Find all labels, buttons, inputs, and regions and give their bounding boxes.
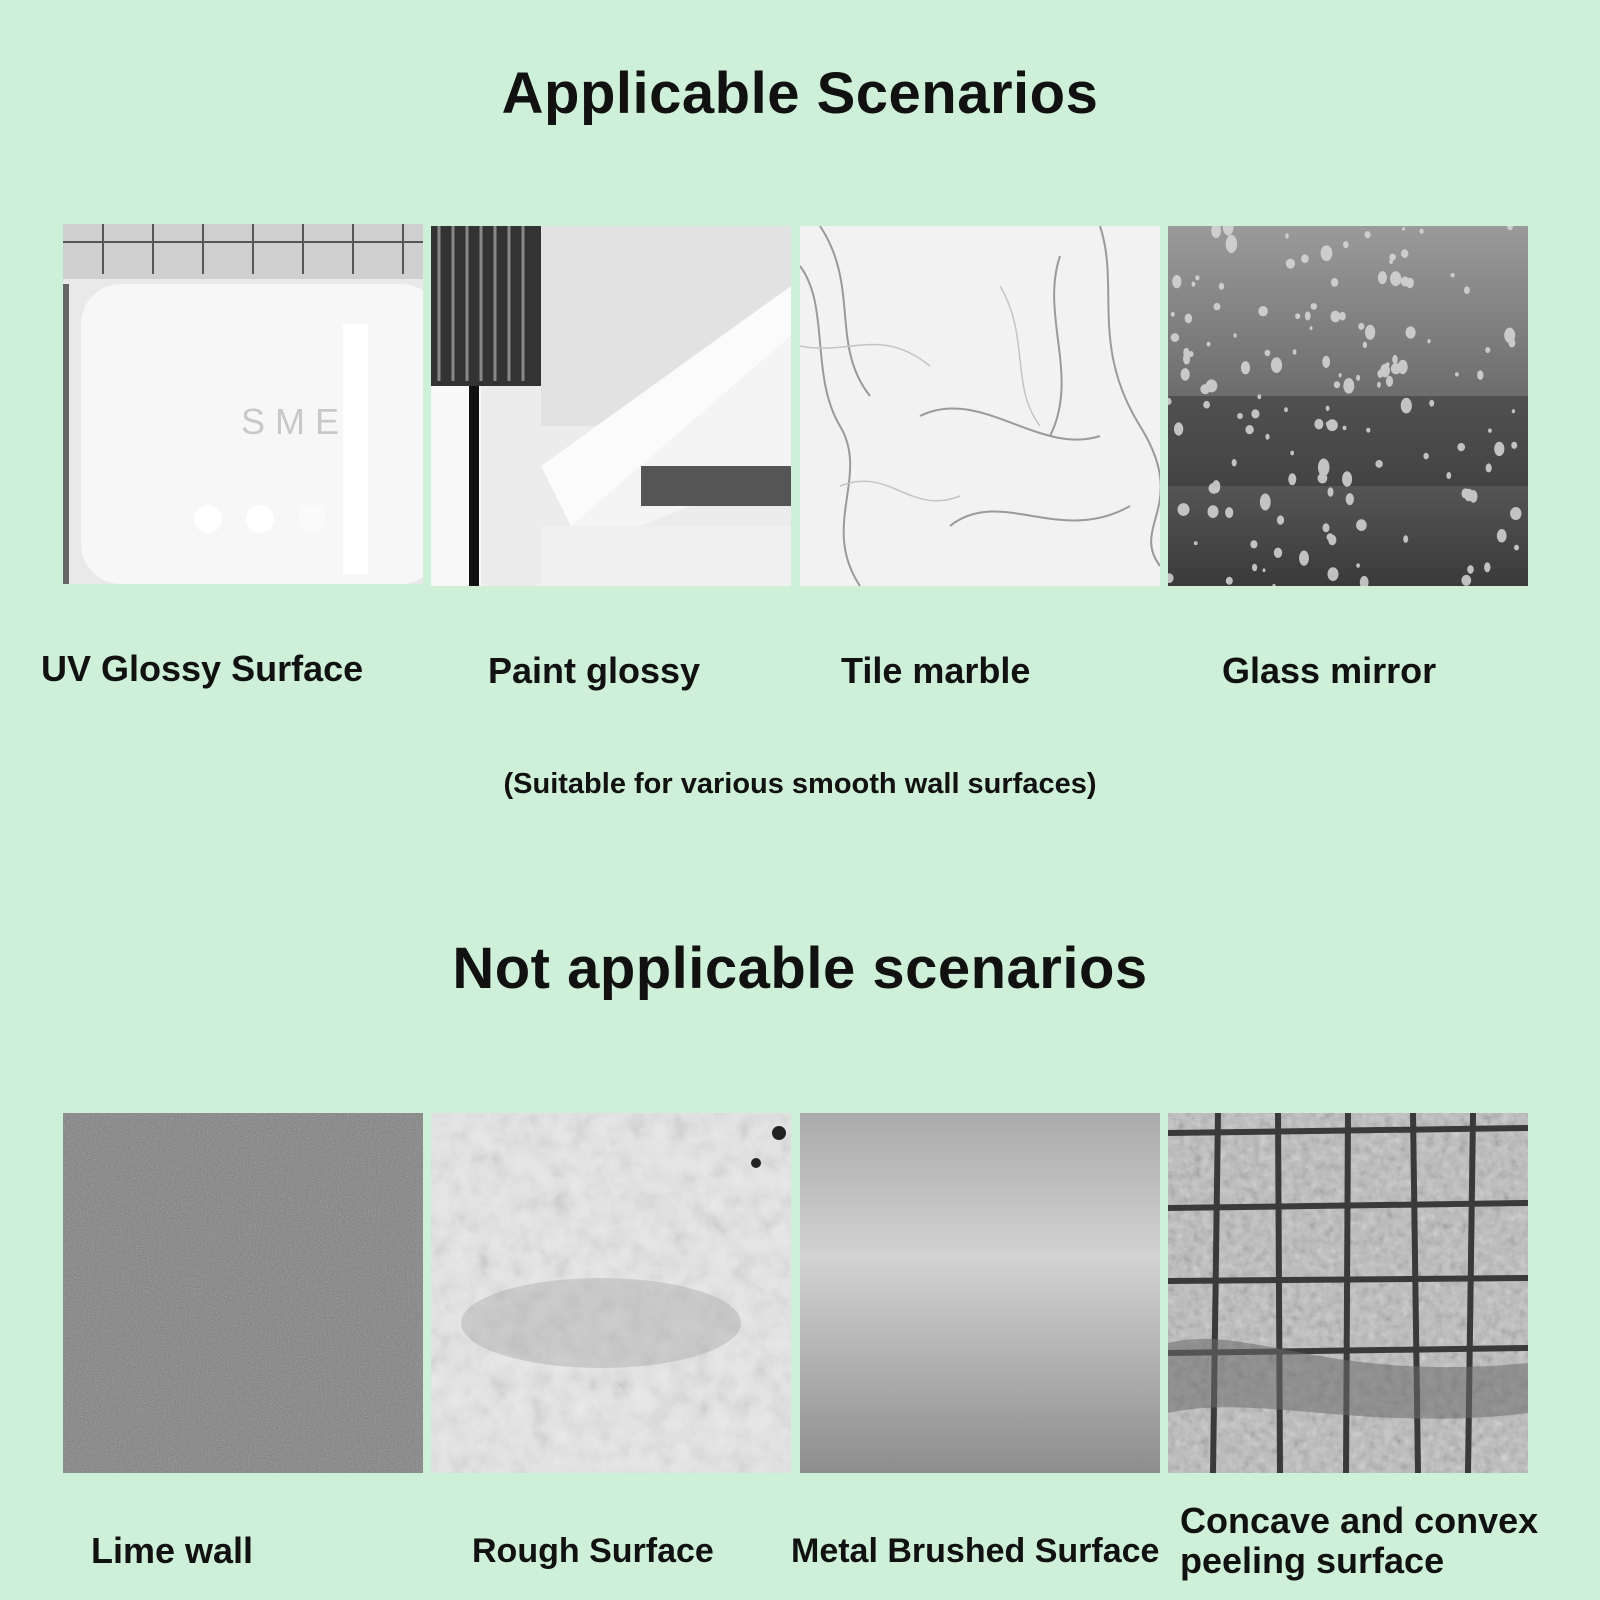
label-glass-mirror: Glass mirror [1222,650,1437,691]
brushed-metal-photo [800,1113,1160,1473]
wet-glass-photo [1168,226,1528,586]
label-metal-brushed-surface: Metal Brushed Surface [791,1532,1160,1570]
label-tile-marble: Tile marble [841,650,1031,691]
label-line-2: peeling surface [1180,1540,1445,1581]
glossy-fridge-photo [63,224,423,584]
applicable-note: (Suitable for various smooth wall surfaces) [503,768,1097,800]
rough-surface-photo [431,1113,791,1473]
marble-tile-photo [800,226,1160,586]
not-applicable-title: Not applicable scenarios [452,936,1148,1001]
label-paint-glossy: Paint glossy [488,650,701,691]
glossy-cabinet-photo [431,226,791,586]
lime-wall-photo [63,1113,423,1473]
label-lime-wall: Lime wall [91,1530,254,1571]
applicable-title: Applicable Scenarios [501,61,1099,126]
label-line-1: Concave and convex [1180,1500,1539,1541]
svg-text:S M E: S M E [241,401,340,442]
peeling-surface-photo [1168,1113,1528,1473]
label-concave-convex-peeling [1180,1501,1538,1581]
label-uv-glossy-surface: UV Glossy Surface [41,648,364,689]
label-rough-surface: Rough Surface [472,1532,714,1570]
